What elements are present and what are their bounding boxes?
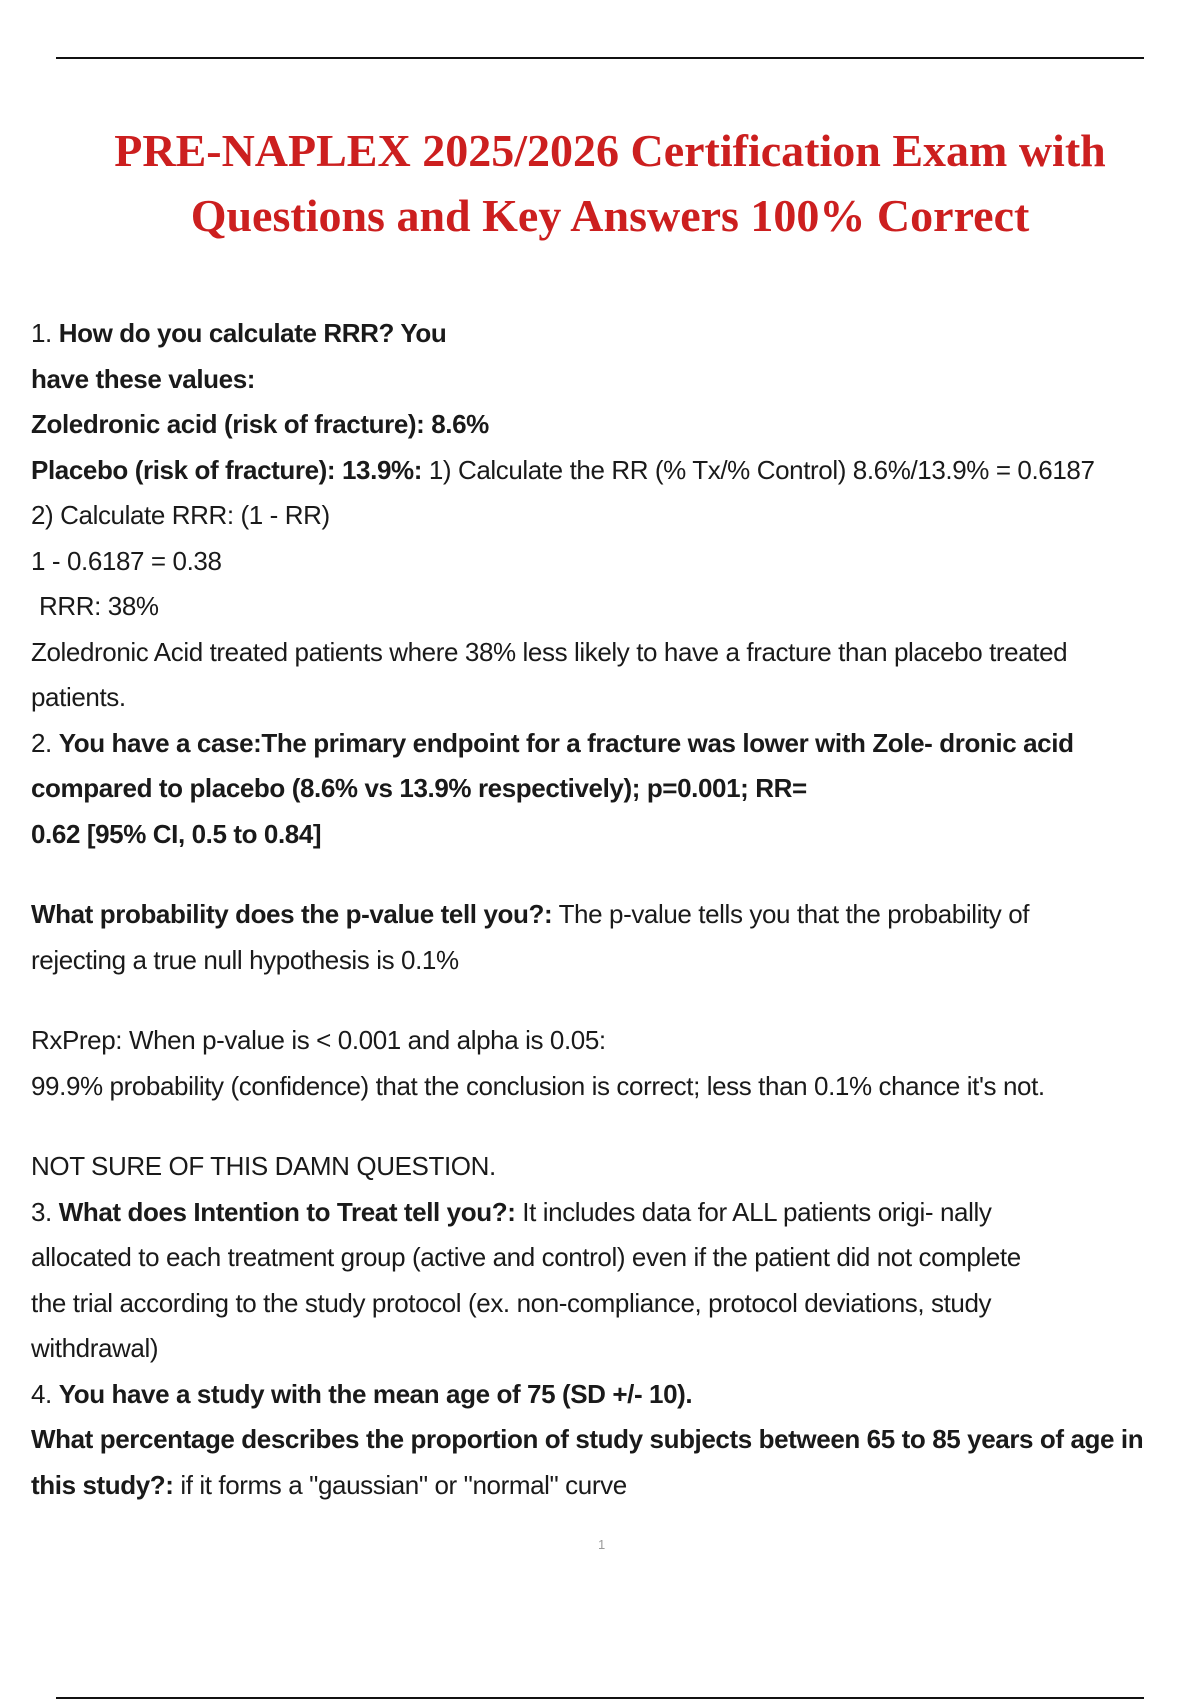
q2-case-part-2: compared to placebo (8.6% vs 13.9% respectively); p=0.001; RR= bbox=[31, 773, 807, 803]
q3-answer-part-2: allocated to each treatment group (active and control) even if the patient did not complete bbox=[31, 1242, 1021, 1272]
q1-answer-calc: 1 - 0.6187 = 0.38 bbox=[31, 545, 222, 576]
q2-line-4 bbox=[31, 892, 1200, 938]
q1-answer-explanation-2: patients. bbox=[31, 682, 126, 712]
q1-value-zoledronic: Zoledronic acid (risk of fracture): 8.6% bbox=[31, 409, 489, 439]
q3-answer-part-4: withdrawal) bbox=[31, 1333, 159, 1363]
title-line-1: PRE-NAPLEX 2025/2026 Certification Exam with bbox=[114, 125, 1106, 176]
q4-question-part-2: What percentage describes the proportion of study subjects between 65 to 85 years of age in bbox=[31, 1424, 1144, 1454]
q4-line-1 bbox=[31, 1372, 1200, 1418]
spacer bbox=[31, 1109, 1200, 1144]
qa-content bbox=[31, 311, 1200, 1508]
q2-line-1 bbox=[31, 721, 1200, 767]
q3-question: What does Intention to Treat tell you?: bbox=[58, 1196, 516, 1227]
title-line-2: Questions and Key Answers 100% Correct bbox=[190, 190, 1030, 241]
top-rule bbox=[56, 57, 1144, 59]
q2-case-part-3: 0.62 [95% CI, 0.5 to 0.84] bbox=[31, 818, 322, 849]
q4-number: 4. bbox=[31, 1378, 52, 1409]
q2-question: What probability does the p-value tell you?: bbox=[31, 899, 553, 929]
q1-question-part-1: How do you calculate RRR? You bbox=[58, 318, 447, 348]
q2-case-part-1: You have a case:The primary endpoint for a fracture was lower with Zole- dronic acid bbox=[58, 727, 1074, 758]
q1-answer-step-2: 2) Calculate RRR: (1 - RR) bbox=[31, 500, 330, 530]
q1-line-4 bbox=[31, 448, 1200, 494]
q2-answer-part-1: The p-value tells you that the probability of bbox=[558, 899, 1030, 929]
q2-number: 2. bbox=[31, 727, 52, 758]
q1-answer-rrr: RRR: 38% bbox=[39, 591, 159, 621]
page-number: 1 bbox=[598, 1537, 606, 1552]
q3-answer-part-3: the trial according to the study protocol (ex. non-compliance, protocol deviations, study bbox=[31, 1287, 992, 1318]
bottom-rule bbox=[56, 1697, 1144, 1699]
document-title bbox=[40, 118, 1180, 248]
q1-value-placebo: Placebo (risk of fracture): 13.9%: bbox=[31, 454, 422, 485]
q2-comment: NOT SURE OF THIS DAMN QUESTION. bbox=[31, 1151, 496, 1181]
q3-line-1 bbox=[31, 1190, 1200, 1236]
q1-question-part-2: have these values: bbox=[31, 363, 256, 394]
q2-rxprep-note: RxPrep: When p-value is < 0.001 and alpha is 0.05: bbox=[31, 1025, 606, 1055]
q4-line-3 bbox=[31, 1463, 1200, 1509]
q1-answer-step-1: 1) Calculate the RR (% Tx/% Control) 8.6%/13.9% = 0.6187 bbox=[428, 454, 1095, 485]
spacer bbox=[31, 857, 1200, 892]
q1-number: 1. bbox=[31, 318, 52, 348]
q2-rxprep-detail: 99.9% probability (confidence) that the conclusion is correct; less than 0.1% chance it's not. bbox=[31, 1070, 1045, 1101]
q2-answer-part-2: rejecting a true null hypothesis is 0.1% bbox=[31, 944, 459, 975]
q1-line-1 bbox=[31, 311, 1200, 357]
q4-question-part-1: You have a study with the mean age of 75 (SD +/- 10). bbox=[58, 1378, 693, 1409]
q3-number: 3. bbox=[31, 1196, 52, 1227]
q4-question-part-3: this study?: bbox=[31, 1469, 174, 1500]
q1-answer-explanation-1: Zoledronic Acid treated patients where 38% less likely to have a fracture than placebo treated bbox=[31, 636, 1068, 667]
q4-answer: if it forms a "gaussian" or "normal" curve bbox=[180, 1469, 627, 1500]
q3-answer-part-1: It includes data for ALL patients origi- nally bbox=[522, 1196, 992, 1227]
spacer bbox=[31, 983, 1200, 1018]
